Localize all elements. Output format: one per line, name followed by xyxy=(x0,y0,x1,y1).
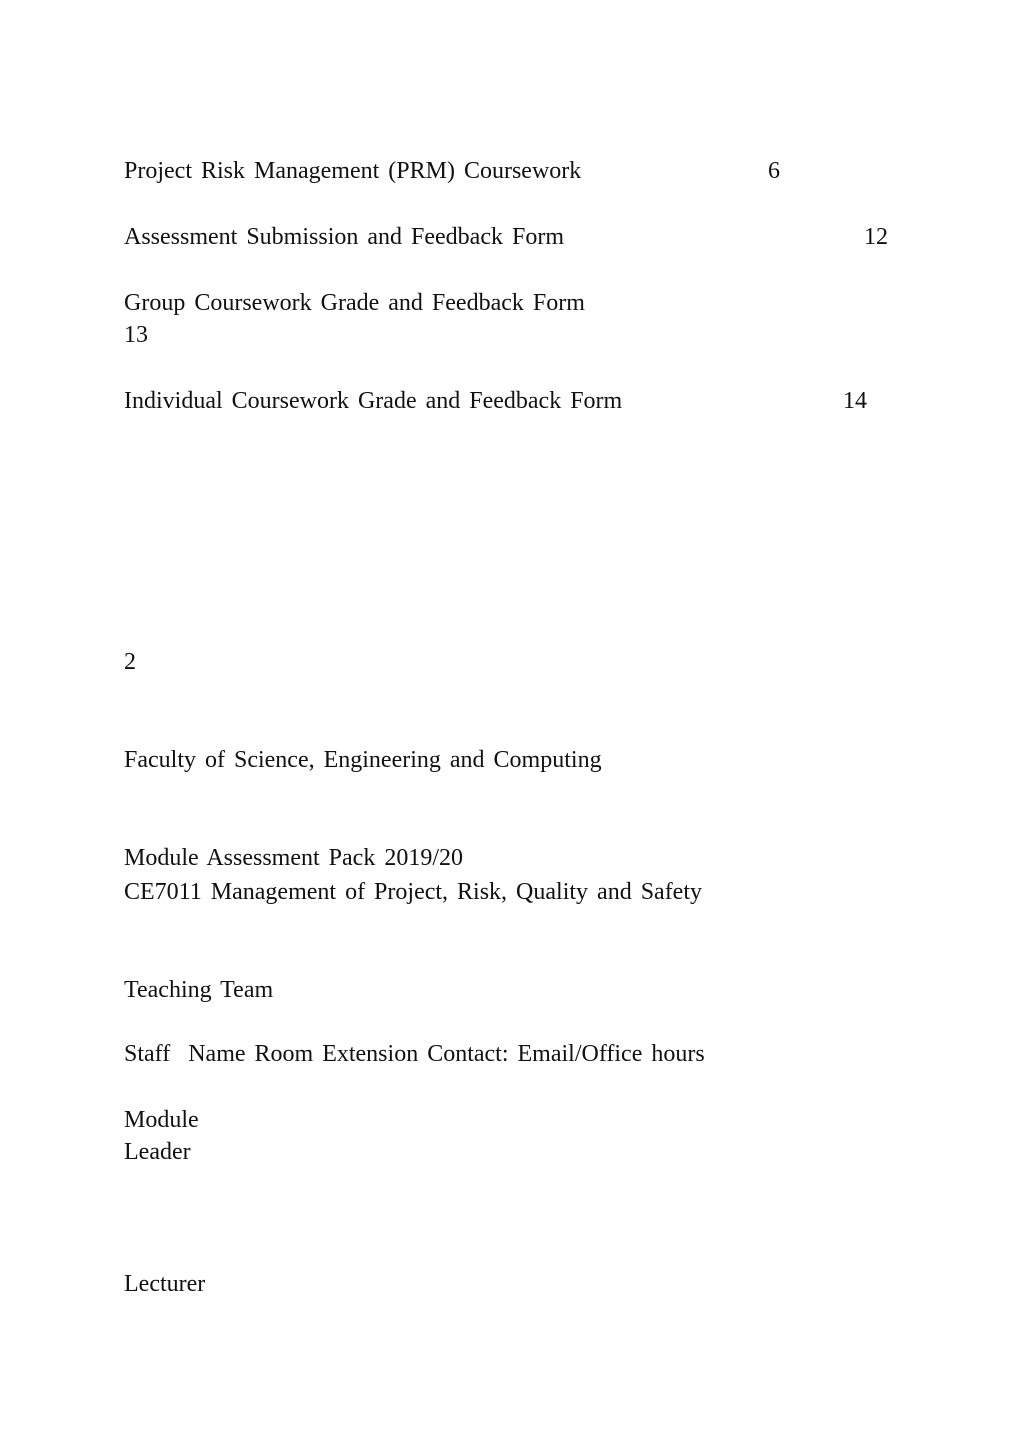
toc-entry-title: Assessment Submission and Feedback Form xyxy=(124,224,564,250)
staff-table-header: Staff Name Room Extension Contact: Email/Office hours xyxy=(124,1041,705,1067)
page-number: 2 xyxy=(124,649,136,675)
toc-entry-title: Individual Coursework Grade and Feedback Form xyxy=(124,388,623,414)
toc-entry-page: 12 xyxy=(864,224,888,250)
toc-entry-title: Project Risk Management (PRM) Coursework xyxy=(124,158,582,184)
toc-entry-page: 6 xyxy=(768,158,780,184)
role-module-leader-cont: Leader xyxy=(124,1139,191,1165)
role-module-leader: Module xyxy=(124,1107,199,1133)
toc-entry-page: 13 xyxy=(124,322,148,348)
teaching-team-heading: Teaching Team xyxy=(124,977,274,1003)
role-lecturer: Lecturer xyxy=(124,1271,206,1297)
toc-entry-page: 14 xyxy=(843,388,867,414)
faculty-heading: Faculty of Science, Engineering and Computing xyxy=(124,747,602,773)
pack-title: Module Assessment Pack 2019/20 xyxy=(124,845,463,871)
module-title: CE7011 Management of Project, Risk, Quality and Safety xyxy=(124,879,703,905)
toc-entry-title: Group Coursework Grade and Feedback Form xyxy=(124,290,585,316)
